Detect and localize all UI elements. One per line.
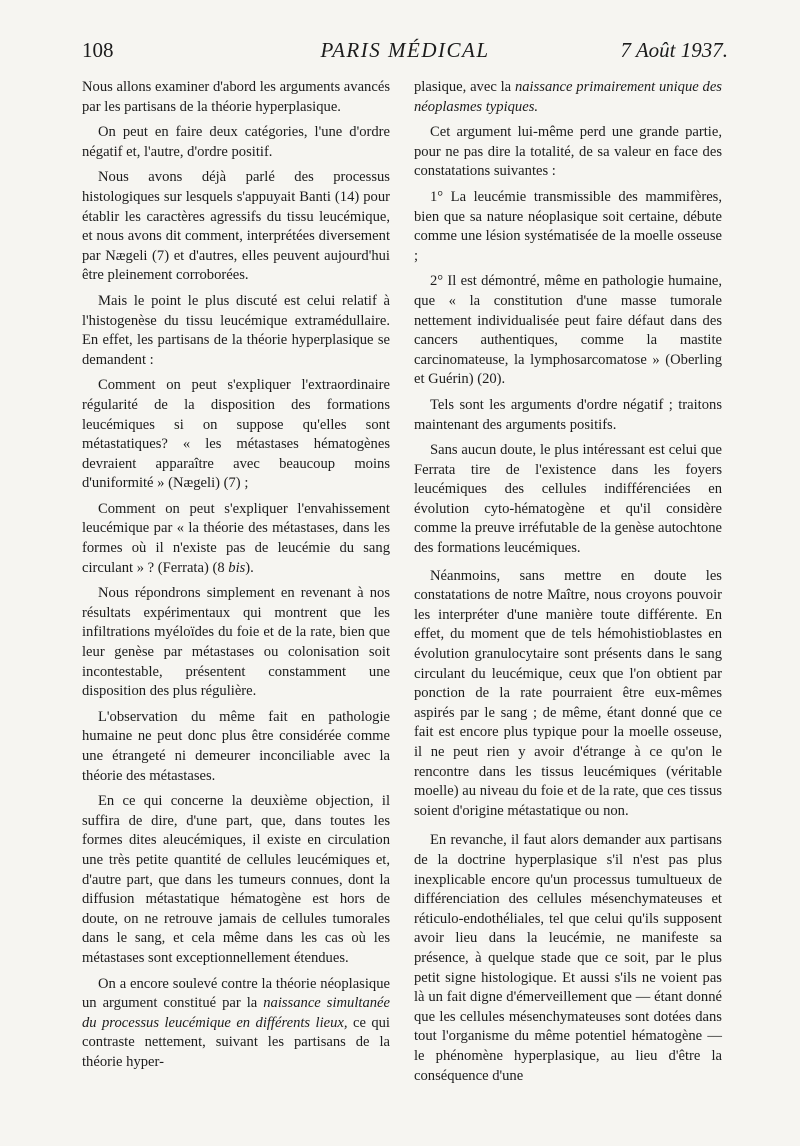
text-run: Comment on peut s'expliquer l'envahissement leucémique par « la théorie des métastases, dans les formes où il n'existe pas de leucémie du sang circulant » ? (Ferrata) (8 bbox=[82, 500, 390, 576]
paragraph: Tels sont les arguments d'ordre négatif ; traitons maintenant des arguments positifs. bbox=[414, 396, 722, 433]
paragraph: En ce qui concerne la deuxième objection, il suffira de dire, d'une part, que, dans toutes les formes dites aleucémiques, il existe en circulation une très petite quantité de cellules leucémiques et, d'autre part, que dans les tumeurs connues, dont la diffusion métastatique hématogène est hors de doute, on ne retrouve jamais de cellules tumorales dans le sang, et cela même dans les cas où les métastases sont exceptionnellement étendues. bbox=[82, 793, 390, 966]
paragraph: L'observation du même fait en pathologie humaine ne peut donc plus être considérée comme une étrangeté ni demeurer inconciliable avec la théorie des métastases. bbox=[82, 708, 390, 784]
paragraph: Sans aucun doute, le plus intéressant est celui que Ferrata tire de l'existence dans les foyers leucémiques des cellules indifférenciées en évolution cyto-hématogène et qu'il considère comme la preuve irréfutable de la genèse autochtone des formations leucémiques. bbox=[414, 442, 722, 557]
issue-date: 7 Août 1937. bbox=[620, 38, 728, 62]
right-column bbox=[414, 78, 722, 1092]
paragraph: Cet argument lui-même perd une grande partie, pour ne pas dire la totalité, de sa valeur en face des constatations suivantes : bbox=[414, 124, 722, 180]
paragraph: Nous répondrons simplement en revenant à nos résultats expérimentaux qui montrent que les infiltrations myéloïdes du foie et de la rate, bien que leur genèse par métastases ou colonisation soit incontestable, présentent constamment une disposition des plus régulière. bbox=[82, 585, 390, 700]
paragraph bbox=[414, 78, 722, 117]
paragraph: Nous avons déjà parlé des processus histologiques sur lesquels s'appuyait Banti (14) pour établir les caractères agressifs du tissu leucémique, et nous avons dit comment, interprétées diversement par Nægeli (7) et d'autres, elles peuvent aujourd'hui être pleinement corroborées. bbox=[82, 169, 390, 284]
paragraph: Néanmoins, sans mettre en doute les constatations de notre Maître, nous croyons pouvoir les interpréter d'une manière toute différente. En effet, du moment que de tels hémohistioblastes en évolution granulocytaire sont présents dans le sang circulant du leucémique, ceux que l'on obtient par ponction de la rate pourraient être eux-mêmes aspirés par le sang ; de même, étant donné que ce fait est encore plus typique pour la moelle osseuse, il ne peut rien y avoir d'étrange à ce qu'on le rencontre dans les tissus leucémiques (véritable moelle) au niveau du foie et de la rate, que ces tissus soient d'origine métastatique ou non. bbox=[414, 567, 722, 819]
paragraph: Nous allons examiner d'abord les arguments avancés par les partisans de la théorie hyperplasique. bbox=[82, 79, 390, 115]
paragraph: Comment on peut s'expliquer l'extraordinaire régularité de la disposition des formations leucémiques si on suppose qu'elles sont métastatiques? « les métastases hématogènes devraient apparaître avec beaucoup moins d'uniformité » (Nægeli) (7) ; bbox=[82, 377, 390, 492]
text-run: plasique, avec la bbox=[414, 79, 515, 95]
paragraph: En revanche, il faut alors demander aux partisans de la doctrine hyperplasique s'il n'est pas plus inexplicable encore qu'un processus tumultueux de différenciation des cellules mésenchymateuses et réticulo-endothéliales, tel que celui qu'ils supposent avoir lieu dans la leucémie, ne manifeste sa présence, à quelque stade que ce soit, par le plus petit signe histologique. Et aussi s'ils ne voient pas là un fait digne d'émerveillement que — étant donné que les cellules mésenchymateuses sont dotées dans tout l'organisme du même potentiel hématogène — le phénomène hyperplasique, au lieu d'être la conséquence d'une bbox=[414, 832, 722, 1084]
page-number: 108 bbox=[82, 38, 114, 62]
paragraph: On peut en faire deux catégories, l'une d'ordre négatif et, l'autre, d'ordre positif. bbox=[82, 124, 390, 160]
italic-text: naissance primairement unique des néoplasmes typiques. bbox=[414, 79, 722, 115]
paragraph: Mais le point le plus discuté est celui relatif à l'histogenèse du tissu leucémique extramédullaire. En effet, les partisans de la théorie hyperplasique se demandent : bbox=[82, 292, 390, 368]
text-run: On a encore soulevé contre la théorie néoplasique un argument constitué par la bbox=[82, 975, 390, 1012]
paragraph bbox=[82, 975, 390, 1073]
page-header bbox=[82, 38, 728, 68]
italic-text: naissance simultanée du processus leucémique en différents lieux, bbox=[82, 995, 390, 1031]
text-run: ce qui contraste nettement, suivant les partisans de la théorie hyper- bbox=[82, 1014, 390, 1070]
paragraph: 1° La leucémie transmissible des mammifères, bien que sa nature néoplasique soit certaine, débute comme une lésion systématisée de la moelle osseuse ; bbox=[414, 188, 722, 264]
italic-text: bis bbox=[228, 559, 246, 576]
text-run: ). bbox=[245, 559, 254, 576]
journal-title: PARIS MÉDICAL bbox=[320, 38, 490, 62]
left-column bbox=[82, 78, 390, 1079]
paragraph: 2° Il est démontré, même en pathologie humaine, que « la constitution d'une masse tumorale nettement individualisée peut faire défaut dans des cancers authentiques, comme la mastite carcinomateuse, la lymphosarcomatose » (Oberling et Guérin) (20). bbox=[414, 273, 722, 388]
paragraph bbox=[82, 500, 390, 578]
